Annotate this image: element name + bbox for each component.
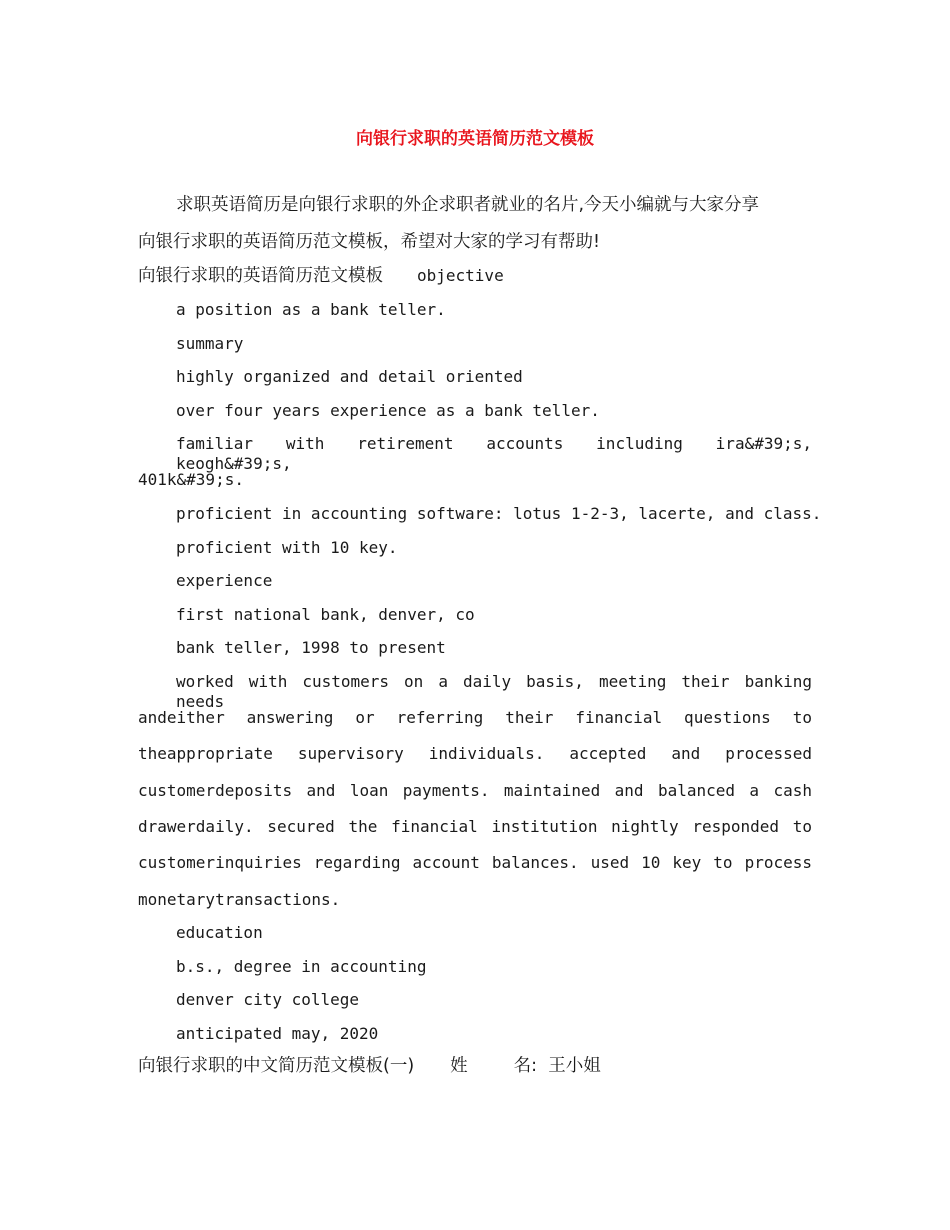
resume-line: highly organized and detail oriented: [176, 367, 523, 386]
resume-line: theappropriate supervisory individuals. accepted and processed: [138, 744, 812, 763]
name-value: 王小姐: [548, 1056, 601, 1076]
resume-line: 401k&#39;s.: [138, 470, 244, 489]
footer-heading: 向银行求职的中文简历范文模板(一): [138, 1056, 415, 1076]
resume-line: andeither answering or referring their financial questions to: [138, 708, 812, 727]
resume-line: worked with customers on a daily basis, meeting their banking needs: [176, 672, 812, 711]
resume-line: anticipated may, 2020: [176, 1024, 379, 1043]
resume-line: over four years experience as a bank teller.: [176, 401, 600, 420]
intro-paragraph-line: 求职英语简历是向银行求职的外企求职者就业的名片,今天小编就与大家分享: [176, 195, 760, 215]
name-label-given: 名:: [513, 1056, 538, 1076]
section-heading-row: [138, 266, 812, 286]
resume-line: b.s., degree in accounting: [176, 957, 427, 976]
resume-line: monetarytransactions.: [138, 890, 341, 909]
objective-label: objective: [417, 266, 504, 285]
resume-line: a position as a bank teller.: [176, 300, 446, 319]
document-title: 向银行求职的英语简历范文模板: [356, 129, 594, 149]
resume-line: proficient with 10 key.: [176, 538, 398, 557]
name-label-surname: 姓: [450, 1056, 468, 1076]
resume-line: proficient in accounting software: lotus 1-2-3, lacerte, and class.: [176, 504, 822, 523]
resume-line: education: [176, 923, 263, 942]
resume-line: customerinquiries regarding account balances. used 10 key to process: [138, 853, 812, 872]
intro-paragraph-line: 向银行求职的英语简历范文模板，希望对大家的学习有帮助!: [138, 232, 601, 252]
resume-line: denver city college: [176, 990, 360, 1009]
resume-line: first national bank, denver, co: [176, 605, 475, 624]
resume-line: drawerdaily. secured the financial institution nightly responded to: [138, 817, 812, 836]
resume-line: bank teller, 1998 to present: [176, 638, 446, 657]
footer-heading-row: [138, 1056, 812, 1076]
resume-line: familiar with retirement accounts including ira&#39;s, keogh&#39;s,: [176, 434, 812, 473]
resume-line: customerdeposits and loan payments. maintained and balanced a cash: [138, 781, 812, 800]
section-heading: 向银行求职的英语简历范文模板: [138, 266, 383, 286]
resume-line: summary: [176, 334, 244, 353]
resume-line: experience: [176, 571, 273, 590]
